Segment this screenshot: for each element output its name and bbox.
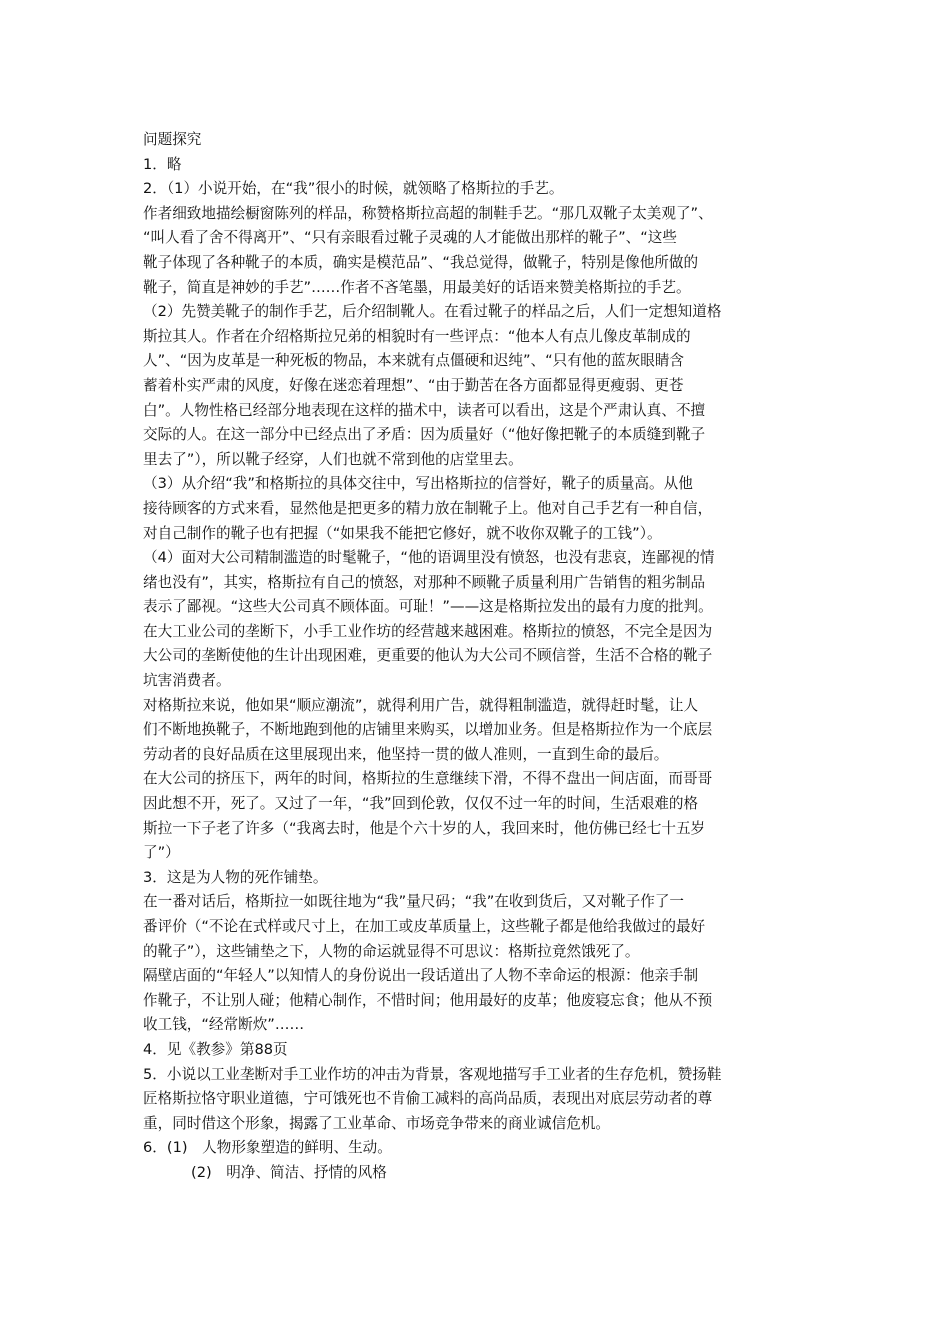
text-line: 靴子体现了各种靴子的本质，确实是模范品”、“我总觉得，做靴子，特别是像他所做的 (143, 253, 699, 271)
text-line: 番评价（“不论在式样或尺寸上，在加工或皮革质量上，这些靴子都是他给我做过的最好 (143, 918, 706, 935)
text-line: 的靴子”），这些铺垫之下，人物的命运就显得不可思议：格斯拉竟然饿死了。 (143, 942, 640, 960)
text-line: 匠格斯拉恪守职业道德，宁可饿死也不肯偷工减料的高尚品质，表现出对底层劳动者的尊 (143, 1090, 713, 1108)
text-line: 在一番对话后，格斯拉一如既往地为“我”量尺码；“我”在收到货后，又对靴子作了一 (143, 893, 685, 911)
text-line: 6．(1) 人物形象塑造的鲜明、生动。 (143, 1139, 392, 1157)
answer-6-item-2: (2) 明净、简洁、抒情的风格 (191, 1163, 387, 1181)
text-line: 交际的人。在这一部分中已经点出了矛盾：因为质量好（“他好像把靴子的本质缝到靴子 (143, 426, 706, 444)
text-line: 在大公司的挤压下，两年的时间，格斯拉的生意继续下滑，不得不盘出一间店面，而哥哥 (143, 770, 713, 788)
text-line: 表示了鄙视。“这些大公司真不顾体面。可耻！”——这是格斯拉发出的最有力度的批判。 (143, 598, 713, 616)
text-line: 3．这是为人物的死作铺垫。 (143, 868, 328, 886)
text-line: 重，同时借这个形象，揭露了工业革命、市场竞争带来的商业诚信危机。 (143, 1114, 611, 1132)
document-body (143, 153, 815, 1161)
text-line: 靴子，简直是神妙的手艺”……作者不吝笔墨，用最美好的话语来赞美格斯拉的手艺。 (143, 278, 691, 296)
text-line: 对格斯拉来说，他如果“顺应潮流”，就得利用广告，就得粗制滥造，就得赶时髦，让人 (143, 696, 699, 714)
text-line: 了”） (143, 844, 180, 862)
text-line: 斯拉其人。作者在介绍格斯拉兄弟的相貌时有一些评点：“他本人有点儿像皮革制成的 (143, 327, 691, 345)
text-line: 蓄着朴实严肃的风度，好像在迷恋着理想”、“由于勤苦在各方面都显得更瘦弱、更苍 (143, 376, 684, 394)
text-line: 对自己制作的靴子也有把握（“如果我不能把它修好，就不收你双靴子的工钱”）。 (143, 524, 662, 542)
text-line: 4．见《教参》第88页 (143, 1040, 288, 1058)
section-heading: 问题探究 (143, 131, 202, 148)
text-line: 里去了”），所以靴子经穿，人们也就不常到他的店堂里去。 (143, 450, 523, 468)
text-line: 5．小说以工业垄断对手工业作坊的冲击为背景，客观地描写手工业者的生存危机，赞扬鞋 (143, 1065, 722, 1083)
text-line: （3）从介绍“我”和格斯拉的具体交往中，写出格斯拉的信誉好，靴子的质量高。从他 (143, 475, 693, 493)
text-line: 因此想不开，死了。又过了一年，“我”回到伦敦，仅仅不过一年的时间，生活艰难的格 (143, 795, 699, 813)
text-line: 作者细致地描绘橱窗陈列的样品，称赞格斯拉高超的制鞋手艺。“那几双靴子太美观了”、 (143, 204, 713, 222)
text-line: 2．（1）小说开始，在“我”很小的时候，就领略了格斯拉的手艺。 (143, 180, 564, 198)
text-line: 们不断地换靴子，不断地跑到他的店铺里来购买，以增加业务。但是格斯拉作为一个底层 (143, 721, 713, 739)
text-line: 收工钱，“经常断炊”…… (143, 1016, 305, 1034)
text-line: 1．略 (143, 155, 182, 173)
text-line: 人”、“因为皮革是一种死板的物品，本来就有点僵硬和迟纯”、“只有他的蓝灰眼睛含 (143, 352, 685, 370)
text-line: 接待顾客的方式来看，显然他是把更多的精力放在制靴子上。他对自己手艺有一种自信， (143, 499, 713, 517)
text-line: 绪也没有”，其实，格斯拉有自己的愤怒，对那种不顾靴子质量利用广告销售的粗劣制品 (143, 573, 706, 591)
text-line: “叫人看了舍不得离开”、“只有亲眼看过靴子灵魂的人才能做出那样的靴子”、“这些 (143, 229, 677, 247)
text-line: 在大工业公司的垄断下，小手工业作坊的经营越来越困难。格斯拉的愤怒，不完全是因为 (143, 622, 713, 640)
text-line: （4）面对大公司精制滥造的时髦靴子，“他的语调里没有愤怒，也没有悲哀，连鄙视的情 (143, 549, 715, 567)
text-line: 大公司的垄断使他的生计出现困难，更重要的他认为大公司不顾信誉，生活不合格的靴子 (143, 647, 713, 665)
text-line: （2）先赞美靴子的制作手艺，后介绍制靴人。在看过靴子的样品之后，人们一定想知道格 (143, 303, 722, 321)
text-line: 作靴子，不让别人碰；他精心制作，不惜时间；他用最好的皮革；他废寝忘食；他从不预 (143, 991, 713, 1009)
text-line: 隔壁店面的“年轻人”以知情人的身份说出一段话道出了人物不幸命运的根源：他亲手制 (143, 967, 699, 985)
text-line: 劳动者的良好品质在这里展现出来，他坚持一贯的做人准则，一直到生命的最后。 (143, 745, 669, 763)
text-line: 白”。人物性格已经部分地表现在这样的描术中，读者可以看出，这是个严肃认真、不擅 (143, 401, 706, 419)
text-line: 斯拉一下子老了许多（“我离去时，他是个六十岁的人，我回来时，他仿佛已经七十五岁 (143, 819, 706, 837)
text-line: 坑害消费者。 (143, 672, 231, 690)
document-page (143, 128, 815, 1186)
